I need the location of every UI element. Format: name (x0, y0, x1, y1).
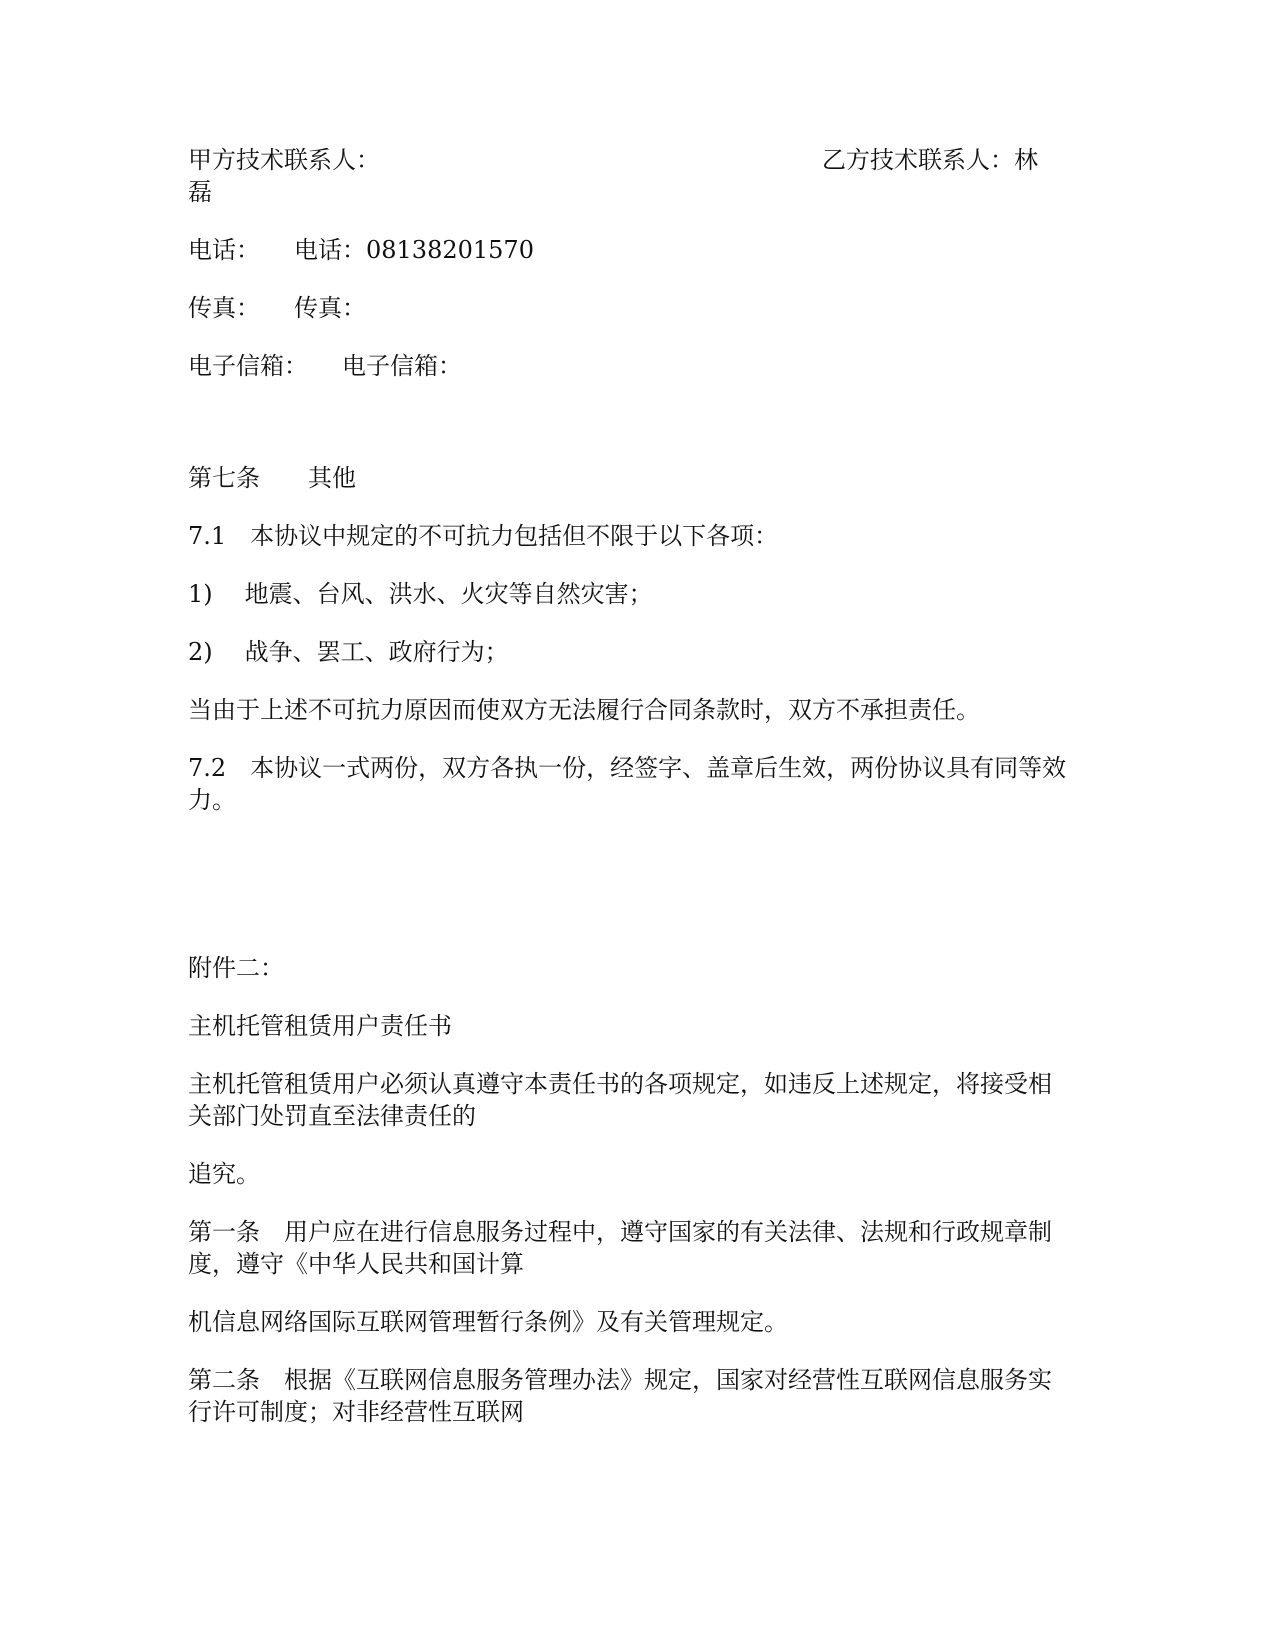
responsibility-intro-line2: 关部门处罚直至法律责任的 (188, 1102, 476, 1130)
article-7-number: 第七条 (188, 464, 260, 492)
party-a-contact: 甲方技术联系人： (188, 146, 380, 174)
article-7-title: 其他 (308, 464, 356, 492)
phone-b-value: 电话：08138201570 (294, 236, 534, 264)
force-majeure-statement: 当由于上述不可抗力原因而使双方无法履行合同条款时，双方不承担责任。 (188, 696, 980, 724)
responsibility-intro-line1: 主机托管租赁用户必须认真遵守本责任书的各项规定，如违反上述规定，将接受相 (188, 1070, 1052, 1098)
fax-b-label: 传真： (294, 294, 366, 322)
phone-a-label: 电话： (188, 236, 260, 264)
attachment-title: 主机托管租赁用户责任书 (188, 1012, 452, 1040)
email-a-label: 电子信箱： (188, 352, 308, 380)
fax-a-label: 传真： (188, 294, 260, 322)
list-item (188, 636, 1088, 668)
party-b-contact: 乙方技术联系人：林 (822, 146, 1038, 174)
list-item-number: 2) (188, 638, 213, 666)
attachment-label: 附件二： (188, 954, 284, 982)
clause-7-1: 7.1 本协议中规定的不可抗力包括但不限于以下各项： (188, 522, 779, 550)
list-item-text: 战争、罢工、政府行为； (244, 638, 509, 666)
article-1-line1: 第一条 用户应在进行信息服务过程中，遵守国家的有关法律、法规和行政规章制 (188, 1218, 1052, 1246)
article-2-line2: 行许可制度；对非经营性互联网 (188, 1398, 524, 1426)
phone-row (188, 234, 1088, 266)
list-item-number: 1) (188, 580, 213, 608)
responsibility-intro-line3: 追究。 (188, 1160, 260, 1188)
fax-row (188, 292, 1088, 324)
article-1-line2: 度，遵守《中华人民共和国计算 (188, 1250, 524, 1278)
article-1-line3: 机信息网络国际互联网管理暂行条例》及有关管理规定。 (188, 1308, 788, 1336)
email-b-label: 电子信箱： (342, 352, 462, 380)
article-7-heading (188, 462, 1088, 494)
party-b-contact-continued: 磊 (188, 178, 212, 206)
list-item-text: 地震、台风、洪水、火灾等自然灾害； (244, 580, 653, 608)
email-row (188, 350, 1088, 382)
clause-7-2-line1: 7.2 本协议一式两份，双方各执一份，经签字、盖章后生效，两份协议具有同等效 (188, 754, 1067, 782)
list-item (188, 578, 1088, 610)
clause-7-2-line2: 力。 (188, 786, 236, 814)
article-2-line1: 第二条 根据《互联网信息服务管理办法》规定，国家对经营性互联网信息服务实 (188, 1366, 1052, 1394)
